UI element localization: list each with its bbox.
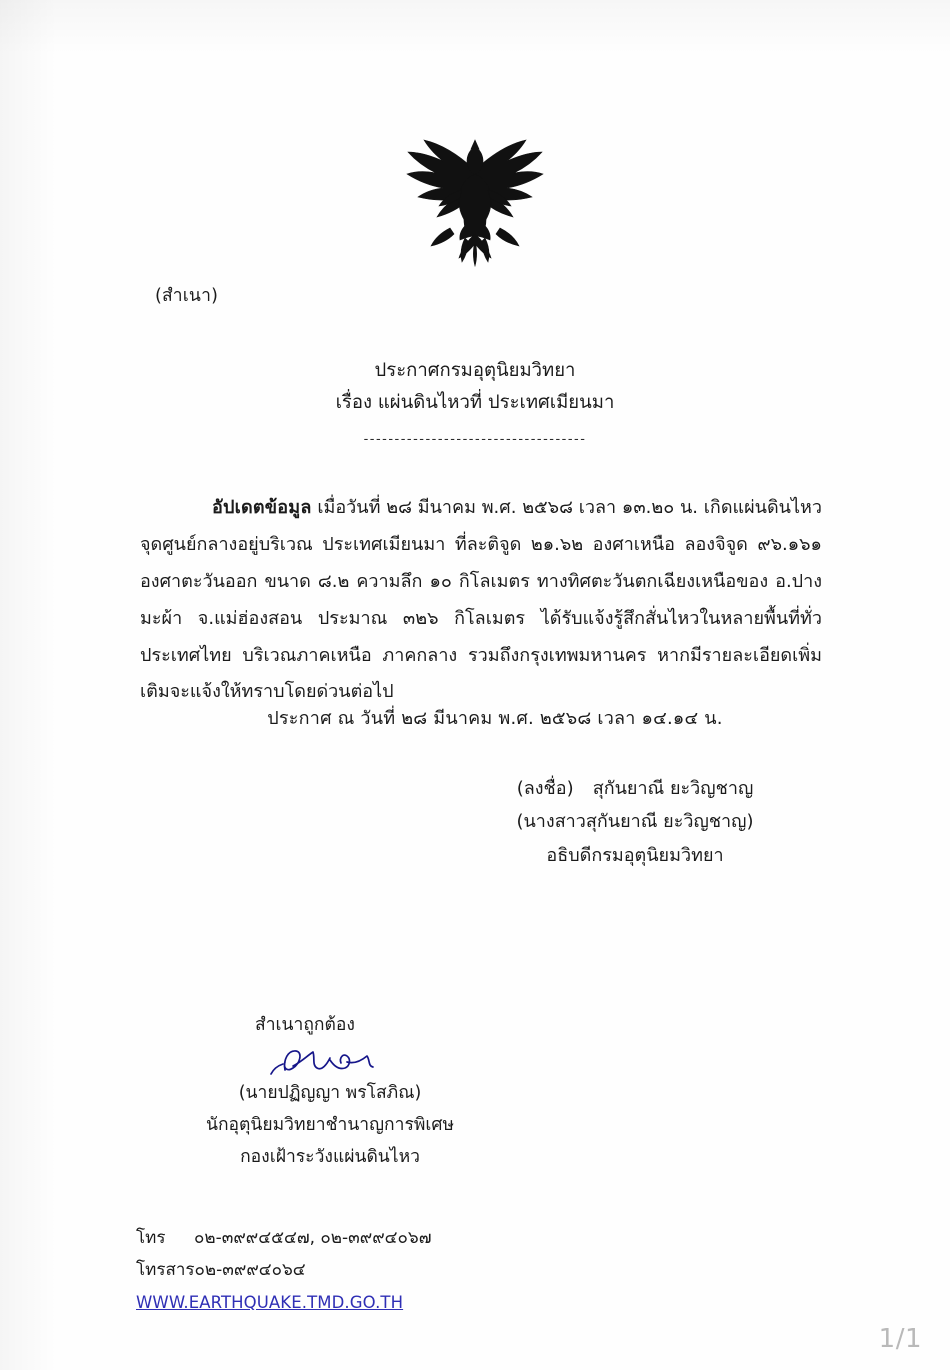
website-row [136,1287,432,1319]
fax-label: โทรสาร [136,1260,195,1281]
document-heading [0,355,950,420]
phone-value: ๐๒-๓๙๙๔๕๔๗, ๐๒-๓๙๙๔๐๖๗ [194,1228,432,1248]
phone-row [136,1222,432,1254]
phone-label: โทร [136,1228,166,1248]
page-counter: 1/1 [878,1324,922,1354]
emblem-container [0,128,950,278]
website-link[interactable]: WWW.EARTHQUAKE.TMD.GO.TH [136,1292,404,1312]
fax-value: ๐๒-๓๙๙๔๐๖๔ [194,1260,306,1281]
announcement-line: ประกาศ ณ วันที่ ๒๘ มีนาคม พ.ศ. ๒๕๖๘ เวลา ๑๔.๑๔ น. [267,708,723,729]
certified-position-2: กองเฝ้าระวังแผ่นดินไหว [240,1146,420,1167]
certified-title: สำเนาถูกต้อง [255,1015,355,1035]
body-paragraph [140,490,822,711]
contact-block [136,1222,432,1319]
signature-name-parenthetical: (นางสาวสุกันยาณี ยะวิญชาญ) [516,811,754,833]
certified-position-1: นักอุตุนิยมวิทยาชำนาญการพิเศษ [205,1114,455,1135]
copy-marker: (สำเนา) [155,286,219,306]
body-lead: อัปเดตข้อมูล [212,497,312,518]
certified-copy-block [140,1010,520,1173]
heading-line-2: เรื่อง แผ่นดินไหวที่ ประเทศเมียนมา [335,392,615,414]
garuda-emblem-icon [390,128,560,278]
certified-name: (นายปฏิญญา พรโสภิณ) [238,1082,422,1103]
divider-rule: ------------------------------------ [363,432,587,447]
signature-line [470,772,800,805]
signature-position: อธิบดีกรมอุตุนิยมวิทยา [546,844,724,866]
body-text: เมื่อวันที่ ๒๘ มีนาคม พ.ศ. ๒๕๖๘ เวลา ๑๓.๒๐ น. เกิดแผ่นดินไหว จุดศูนย์กลางอยู่บริเวณ ประเทศเมียนมา ที่ละติจูด ๒๑.๖๒ องศาเหนือ ลองจิจูด ๙๖.๑๖๑ องศาตะวันออก ขนาด ๘.๒ ความลึก ๑๐ กิโลเมตร ทางทิศตะวันตกเฉียงเหนือของ อ.ปางมะผ้า จ.แม่ฮ่องสอน ประมาณ ๓๒๖ กิโลเมตร ได้รับแจ้งรู้สึกสั่นไหวในหลายพื้นที่ทั่วประเทศไทย บริเวณภาคเหนือ ภาคกลาง รวมถึงกรุงเทพมหานคร หากมีรายละเอียดเพิ่มเติมจะแจ้งให้ทราบโดยด่วนต่อไป [140,497,822,703]
handwritten-signature-icon [255,1044,405,1078]
fax-row [136,1254,432,1286]
heading-line-1: ประกาศกรมอุตุนิยมวิทยา [374,360,576,381]
signature-label: (ลงชื่อ) [516,778,574,799]
signature-block [470,772,800,872]
signature-name: สุกันยาณี ยะวิญชาญ [592,778,754,799]
